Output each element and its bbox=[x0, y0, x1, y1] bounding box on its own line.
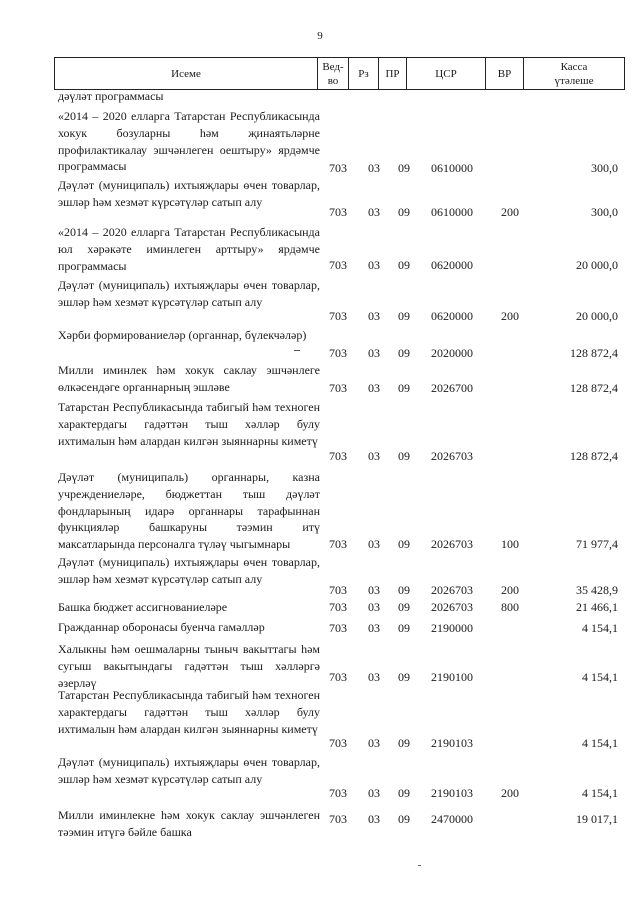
row-ved: 703 bbox=[329, 381, 347, 395]
row-sum: 4 154,1 bbox=[582, 736, 618, 750]
row-sum: 128 872,4 bbox=[570, 449, 618, 463]
row-pr: 09 bbox=[398, 537, 410, 551]
header-csr: ЦСР bbox=[406, 58, 485, 89]
table-row bbox=[58, 364, 618, 396]
row-pr: 09 bbox=[398, 309, 410, 323]
row-csr: 0610000 bbox=[431, 205, 473, 219]
row-rz: 03 bbox=[368, 449, 380, 463]
row-ved: 703 bbox=[329, 258, 347, 272]
row-sum: 300,0 bbox=[591, 205, 618, 219]
scan-mark bbox=[418, 865, 421, 866]
row-sum: 19 017,1 bbox=[576, 812, 618, 826]
row-csr: 2020000 bbox=[431, 346, 473, 360]
table-row bbox=[58, 329, 618, 361]
row-csr: 2026703 bbox=[431, 600, 473, 614]
row-pr: 09 bbox=[398, 670, 410, 684]
row-rz: 03 bbox=[368, 309, 380, 323]
row-name: Дәүләт (муниципаль) ихтыяҗлары өчен товарлар, эшләр һәм хезмәт күрсәтүләр сатып алу bbox=[58, 555, 320, 586]
row-name: Дәүләт (муниципаль) ихтыяҗлары өчен товарлар, эшләр һәм хезмәт күрсәтүләр сатып алу bbox=[58, 278, 320, 309]
row-csr: 2190103 bbox=[431, 736, 473, 750]
table-row bbox=[58, 688, 618, 751]
row-rz: 03 bbox=[368, 381, 380, 395]
row-ved: 703 bbox=[329, 621, 347, 635]
row-csr: 2190100 bbox=[431, 670, 473, 684]
row-rz: 03 bbox=[368, 161, 380, 175]
row-name: дәүләт программасы bbox=[58, 89, 164, 103]
table-row bbox=[58, 277, 618, 324]
row-name: «2014 – 2020 елларга Татарстан Республикасында юл хәрәкәте иминлеген арттыру» ярдәмче программасы bbox=[58, 225, 320, 273]
row-ved: 703 bbox=[329, 670, 347, 684]
row-pr: 09 bbox=[398, 205, 410, 219]
table-row bbox=[58, 89, 618, 107]
table-row bbox=[58, 619, 618, 636]
row-sum: 21 466,1 bbox=[576, 600, 618, 614]
table-row bbox=[58, 400, 618, 464]
row-csr: 2026700 bbox=[431, 381, 473, 395]
table-row bbox=[58, 641, 618, 690]
row-csr: 2190103 bbox=[431, 786, 473, 800]
row-name: Гражданнар оборонасы буенча гамәлләр bbox=[58, 620, 265, 634]
row-ved: 703 bbox=[329, 600, 347, 614]
row-rz: 03 bbox=[368, 537, 380, 551]
row-vr: 200 bbox=[501, 309, 519, 323]
table-row bbox=[58, 224, 618, 273]
row-pr: 09 bbox=[398, 161, 410, 175]
header-rz: Рз bbox=[348, 58, 378, 89]
table-row bbox=[58, 754, 618, 801]
table-row bbox=[58, 108, 618, 176]
row-pr: 09 bbox=[398, 786, 410, 800]
row-vr: 200 bbox=[501, 205, 519, 219]
row-ved: 703 bbox=[329, 205, 347, 219]
row-name: Хәрби формированиеләр (органнар, бүлекчәләр) bbox=[58, 328, 307, 342]
header-kassa: Касса үтәлеше bbox=[523, 58, 624, 89]
row-vr: 200 bbox=[501, 786, 519, 800]
row-csr: 2026703 bbox=[431, 537, 473, 551]
row-pr: 09 bbox=[398, 600, 410, 614]
row-ved: 703 bbox=[329, 812, 347, 826]
row-sum: 4 154,1 bbox=[582, 670, 618, 684]
table-row bbox=[58, 178, 618, 220]
row-rz: 03 bbox=[368, 736, 380, 750]
row-ved: 703 bbox=[329, 583, 347, 597]
row-sum: 20 000,0 bbox=[576, 309, 618, 323]
row-rz: 03 bbox=[368, 621, 380, 635]
row-name: Дәүләт (муниципаль) ихтыяҗлары өчен товарлар, эшләр һәм хезмәт күрсәтүләр сатып алу bbox=[58, 178, 320, 209]
row-vr: 200 bbox=[501, 583, 519, 597]
row-name: Халыкны һәм оешмаларны тыныч вакыттагы һәм сугыш вакытындагы гадәттән тыш хәлләргә әзерләү bbox=[58, 642, 320, 690]
table-row bbox=[58, 469, 618, 552]
table-row bbox=[58, 555, 618, 598]
row-name: Милли иминлекне һәм хокук саклау эшчәнлеген тәэмин итүгә бәйле башка bbox=[58, 808, 320, 839]
row-rz: 03 bbox=[368, 258, 380, 272]
row-csr: 2470000 bbox=[431, 812, 473, 826]
table-row bbox=[58, 807, 618, 839]
row-pr: 09 bbox=[398, 736, 410, 750]
row-sum: 35 428,9 bbox=[576, 583, 618, 597]
header-pr: ПР bbox=[378, 58, 406, 89]
row-name: Дәүләт (муниципаль) органнары, казна учреждениеләре, бюджеттан тыш дәүләт фондларының идарә органнары тарафыннан функцияләр башкаруны тәэмин итү максатларында персоналга түләү чыгымнары bbox=[58, 470, 320, 552]
row-name: «2014 – 2020 елларга Татарстан Республикасында хокук бозуларны һәм җинаятьләрне профилактикалау эшчәнлеген оештыру» ярдәмче программасы bbox=[58, 109, 320, 174]
row-ved: 703 bbox=[329, 449, 347, 463]
row-name: Дәүләт (муниципаль) ихтыяҗлары өчен товарлар, эшләр һәм хезмәт күрсәтүләр сатып алу bbox=[58, 755, 320, 786]
row-sum: 128 872,4 bbox=[570, 346, 618, 360]
row-csr: 0620000 bbox=[431, 309, 473, 323]
row-csr: 2190000 bbox=[431, 621, 473, 635]
row-csr: 2026703 bbox=[431, 583, 473, 597]
row-pr: 09 bbox=[398, 812, 410, 826]
row-name: Татарстан Республикасында табигый һәм техноген характердагы гадәттән тыш хәлләр булу ихтималын һәм алардан килгән зыяннарны киметү bbox=[58, 400, 320, 448]
row-ved: 703 bbox=[329, 736, 347, 750]
row-ved: 703 bbox=[329, 346, 347, 360]
header-ved: Вед-во bbox=[317, 58, 348, 89]
table-header bbox=[54, 57, 625, 90]
row-sum: 20 000,0 bbox=[576, 258, 618, 272]
row-rz: 03 bbox=[368, 205, 380, 219]
table-row bbox=[58, 599, 618, 615]
row-sum: 71 977,4 bbox=[576, 537, 618, 551]
row-rz: 03 bbox=[368, 670, 380, 684]
row-sum: 4 154,1 bbox=[582, 786, 618, 800]
row-vr: 100 bbox=[501, 537, 519, 551]
row-name: Милли иминлек һәм хокук саклау эшчәнлеге өлкәсендәге органнарның эшләве bbox=[58, 363, 320, 394]
row-sum: 300,0 bbox=[591, 161, 618, 175]
row-ved: 703 bbox=[329, 309, 347, 323]
row-csr: 0620000 bbox=[431, 258, 473, 272]
page-number: 9 bbox=[317, 30, 323, 42]
row-ved: 703 bbox=[329, 161, 347, 175]
row-name: Татарстан Республикасында табигый һәм техноген характердагы гадәттән тыш хәлләр булу ихтималын һәм алардан килгән зыяннарны киметү bbox=[58, 688, 320, 736]
row-pr: 09 bbox=[398, 583, 410, 597]
row-rz: 03 bbox=[368, 346, 380, 360]
row-csr: 2026703 bbox=[431, 449, 473, 463]
row-name: Башка бюджет ассигнованиеләре bbox=[58, 600, 228, 614]
row-csr: 0610000 bbox=[431, 161, 473, 175]
row-pr: 09 bbox=[398, 621, 410, 635]
row-rz: 03 bbox=[368, 600, 380, 614]
row-rz: 03 bbox=[368, 583, 380, 597]
scan-mark bbox=[294, 350, 300, 351]
row-pr: 09 bbox=[398, 381, 410, 395]
row-rz: 03 bbox=[368, 812, 380, 826]
row-sum: 4 154,1 bbox=[582, 621, 618, 635]
row-sum: 128 872,4 bbox=[570, 381, 618, 395]
header-vr: ВР bbox=[485, 58, 523, 89]
row-vr: 800 bbox=[501, 600, 519, 614]
row-pr: 09 bbox=[398, 258, 410, 272]
row-rz: 03 bbox=[368, 786, 380, 800]
row-pr: 09 bbox=[398, 449, 410, 463]
row-pr: 09 bbox=[398, 346, 410, 360]
row-ved: 703 bbox=[329, 537, 347, 551]
header-name: Исеме bbox=[171, 67, 201, 80]
row-ved: 703 bbox=[329, 786, 347, 800]
